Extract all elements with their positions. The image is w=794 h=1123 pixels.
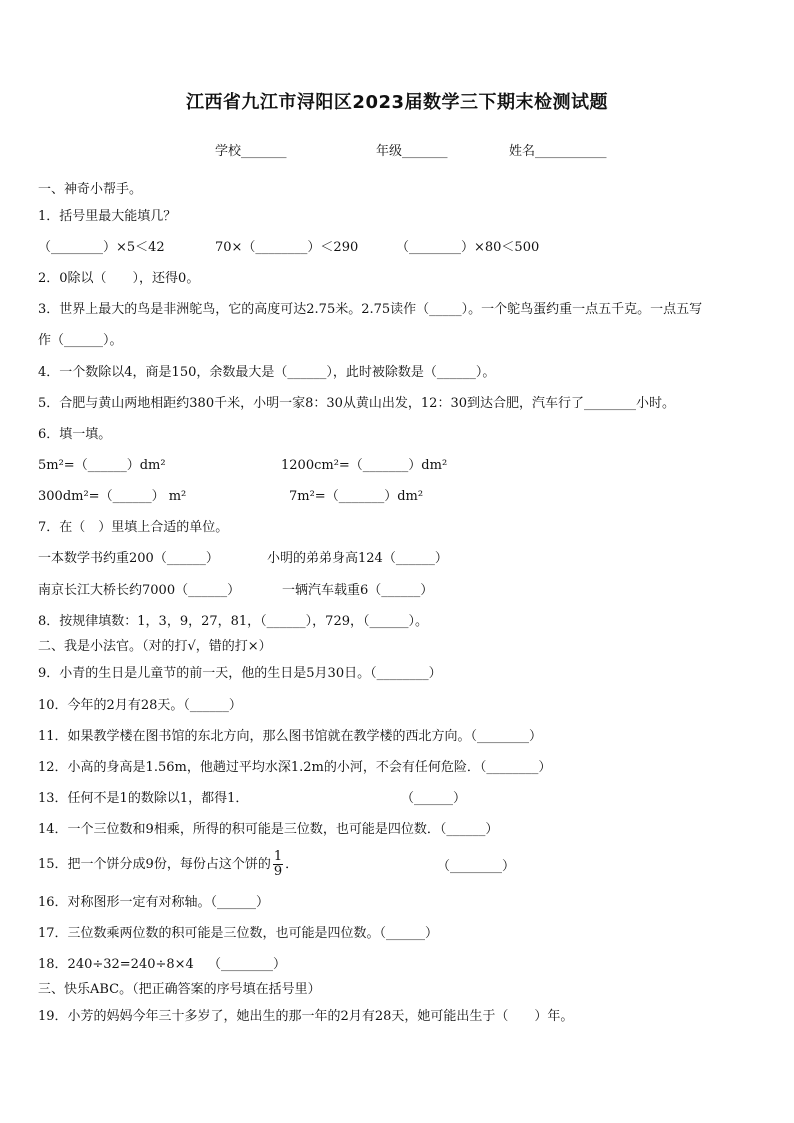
question-6b: 1200cm²=（_______）dm² [281, 458, 448, 473]
question-3-line-1: 3．世界上最大的鸟是非洲鸵鸟，它的高度可达2.75米。2.75读作（_____）。一个鸵鸟蛋约重一点五千克。一点五写 [38, 302, 703, 317]
question-6c: 300dm²=（______） m² [38, 489, 187, 504]
section-1-heading: 一、神奇小帮手。 [38, 182, 143, 197]
question-1c: （________）×80＜500 [396, 240, 540, 255]
question-15-text: 15．把一个饼分成9份，每份占这个饼的 [38, 857, 271, 872]
question-6: 6．填一填。 [38, 427, 112, 442]
question-7b: 小明的弟弟身高124（______） [267, 551, 448, 566]
question-17: 17．三位数乘两位数的积可能是三位数，也可能是四位数。（______） [38, 926, 439, 941]
question-7c: 南京长江大桥长约7000（______） [38, 583, 241, 598]
school-field: 学校_______ [215, 144, 287, 159]
question-12: 12．小高的身高是1.56m，他趟过平均水深1.2m的小河，不会有任何危险．（________） [38, 760, 552, 775]
question-13: 13．任何不是1的数除以1，都得1． [38, 791, 249, 806]
section-3-heading: 三、快乐ABC。（把正确答案的序号填在括号里） [38, 982, 321, 997]
question-4: 4．一个数除以4，商是150，余数最大是（______），此时被除数是（______）。 [38, 365, 496, 380]
page-title: 江西省九江市浔阳区2023届数学三下期末检测试题 [185, 92, 609, 113]
question-15 [38, 850, 298, 879]
question-9: 9．小青的生日是儿童节的前一天，他的生日是5月30日。（________） [38, 666, 442, 681]
fraction-denominator: 9 [273, 864, 283, 879]
question-1: 1．括号里最大能填几？ [38, 209, 177, 224]
question-15-answer: （________） [437, 859, 516, 874]
question-7d: 一辆汽车载重6（______） [282, 583, 434, 598]
question-5: 5．合肥与黄山两地相距约380千米，小明一家8：30从黄山出发，12：30到达合肥，汽车行了________小时。 [38, 396, 675, 411]
question-6a: 5m²=（______）dm² [38, 458, 166, 473]
question-3-line-2: 作（______）。 [38, 333, 123, 348]
question-10: 10．今年的2月有28天。（______） [38, 698, 242, 713]
question-18-answer: （________） [208, 957, 287, 972]
question-7: 7．在（ ）里填上合适的单位。 [38, 520, 229, 535]
question-1b: 70×（________）＜290 [215, 240, 359, 255]
question-19: 19．小芳的妈妈今年三十多岁了，她出生的那一年的2月有28天，她可能出生于（ ）年。 [38, 1009, 574, 1024]
grade-field: 年级_______ [376, 144, 448, 159]
question-7a: 一本数学书约重200（______） [38, 551, 219, 566]
question-6d: 7m²=（_______）dm² [289, 489, 424, 504]
question-14: 14．一个三位数和9相乘，所得的积可能是三位数，也可能是四位数．（______） [38, 822, 499, 837]
question-11: 11．如果教学楼在图书馆的东北方向，那么图书馆就在教学楼的西北方向。（________） [38, 729, 543, 744]
name-field: 姓名___________ [509, 144, 607, 159]
question-13-answer: （______） [401, 791, 467, 806]
question-18: 18．240÷32=240÷8×4 [38, 957, 194, 972]
section-2-heading: 二、我是小法官。（对的打√，错的打×） [38, 639, 272, 654]
question-15-period: ． [285, 857, 299, 872]
question-2: 2．0除以（ ），还得0。 [38, 271, 200, 286]
question-1a: （________）×5＜42 [38, 240, 165, 255]
fraction-numerator: 1 [273, 849, 283, 864]
question-16: 16．对称图形一定有对称轴。（______） [38, 895, 270, 910]
fraction-one-ninth [273, 850, 283, 879]
question-8: 8．按规律填数：1，3，9，27，81，（______），729，（______）。 [38, 614, 428, 629]
